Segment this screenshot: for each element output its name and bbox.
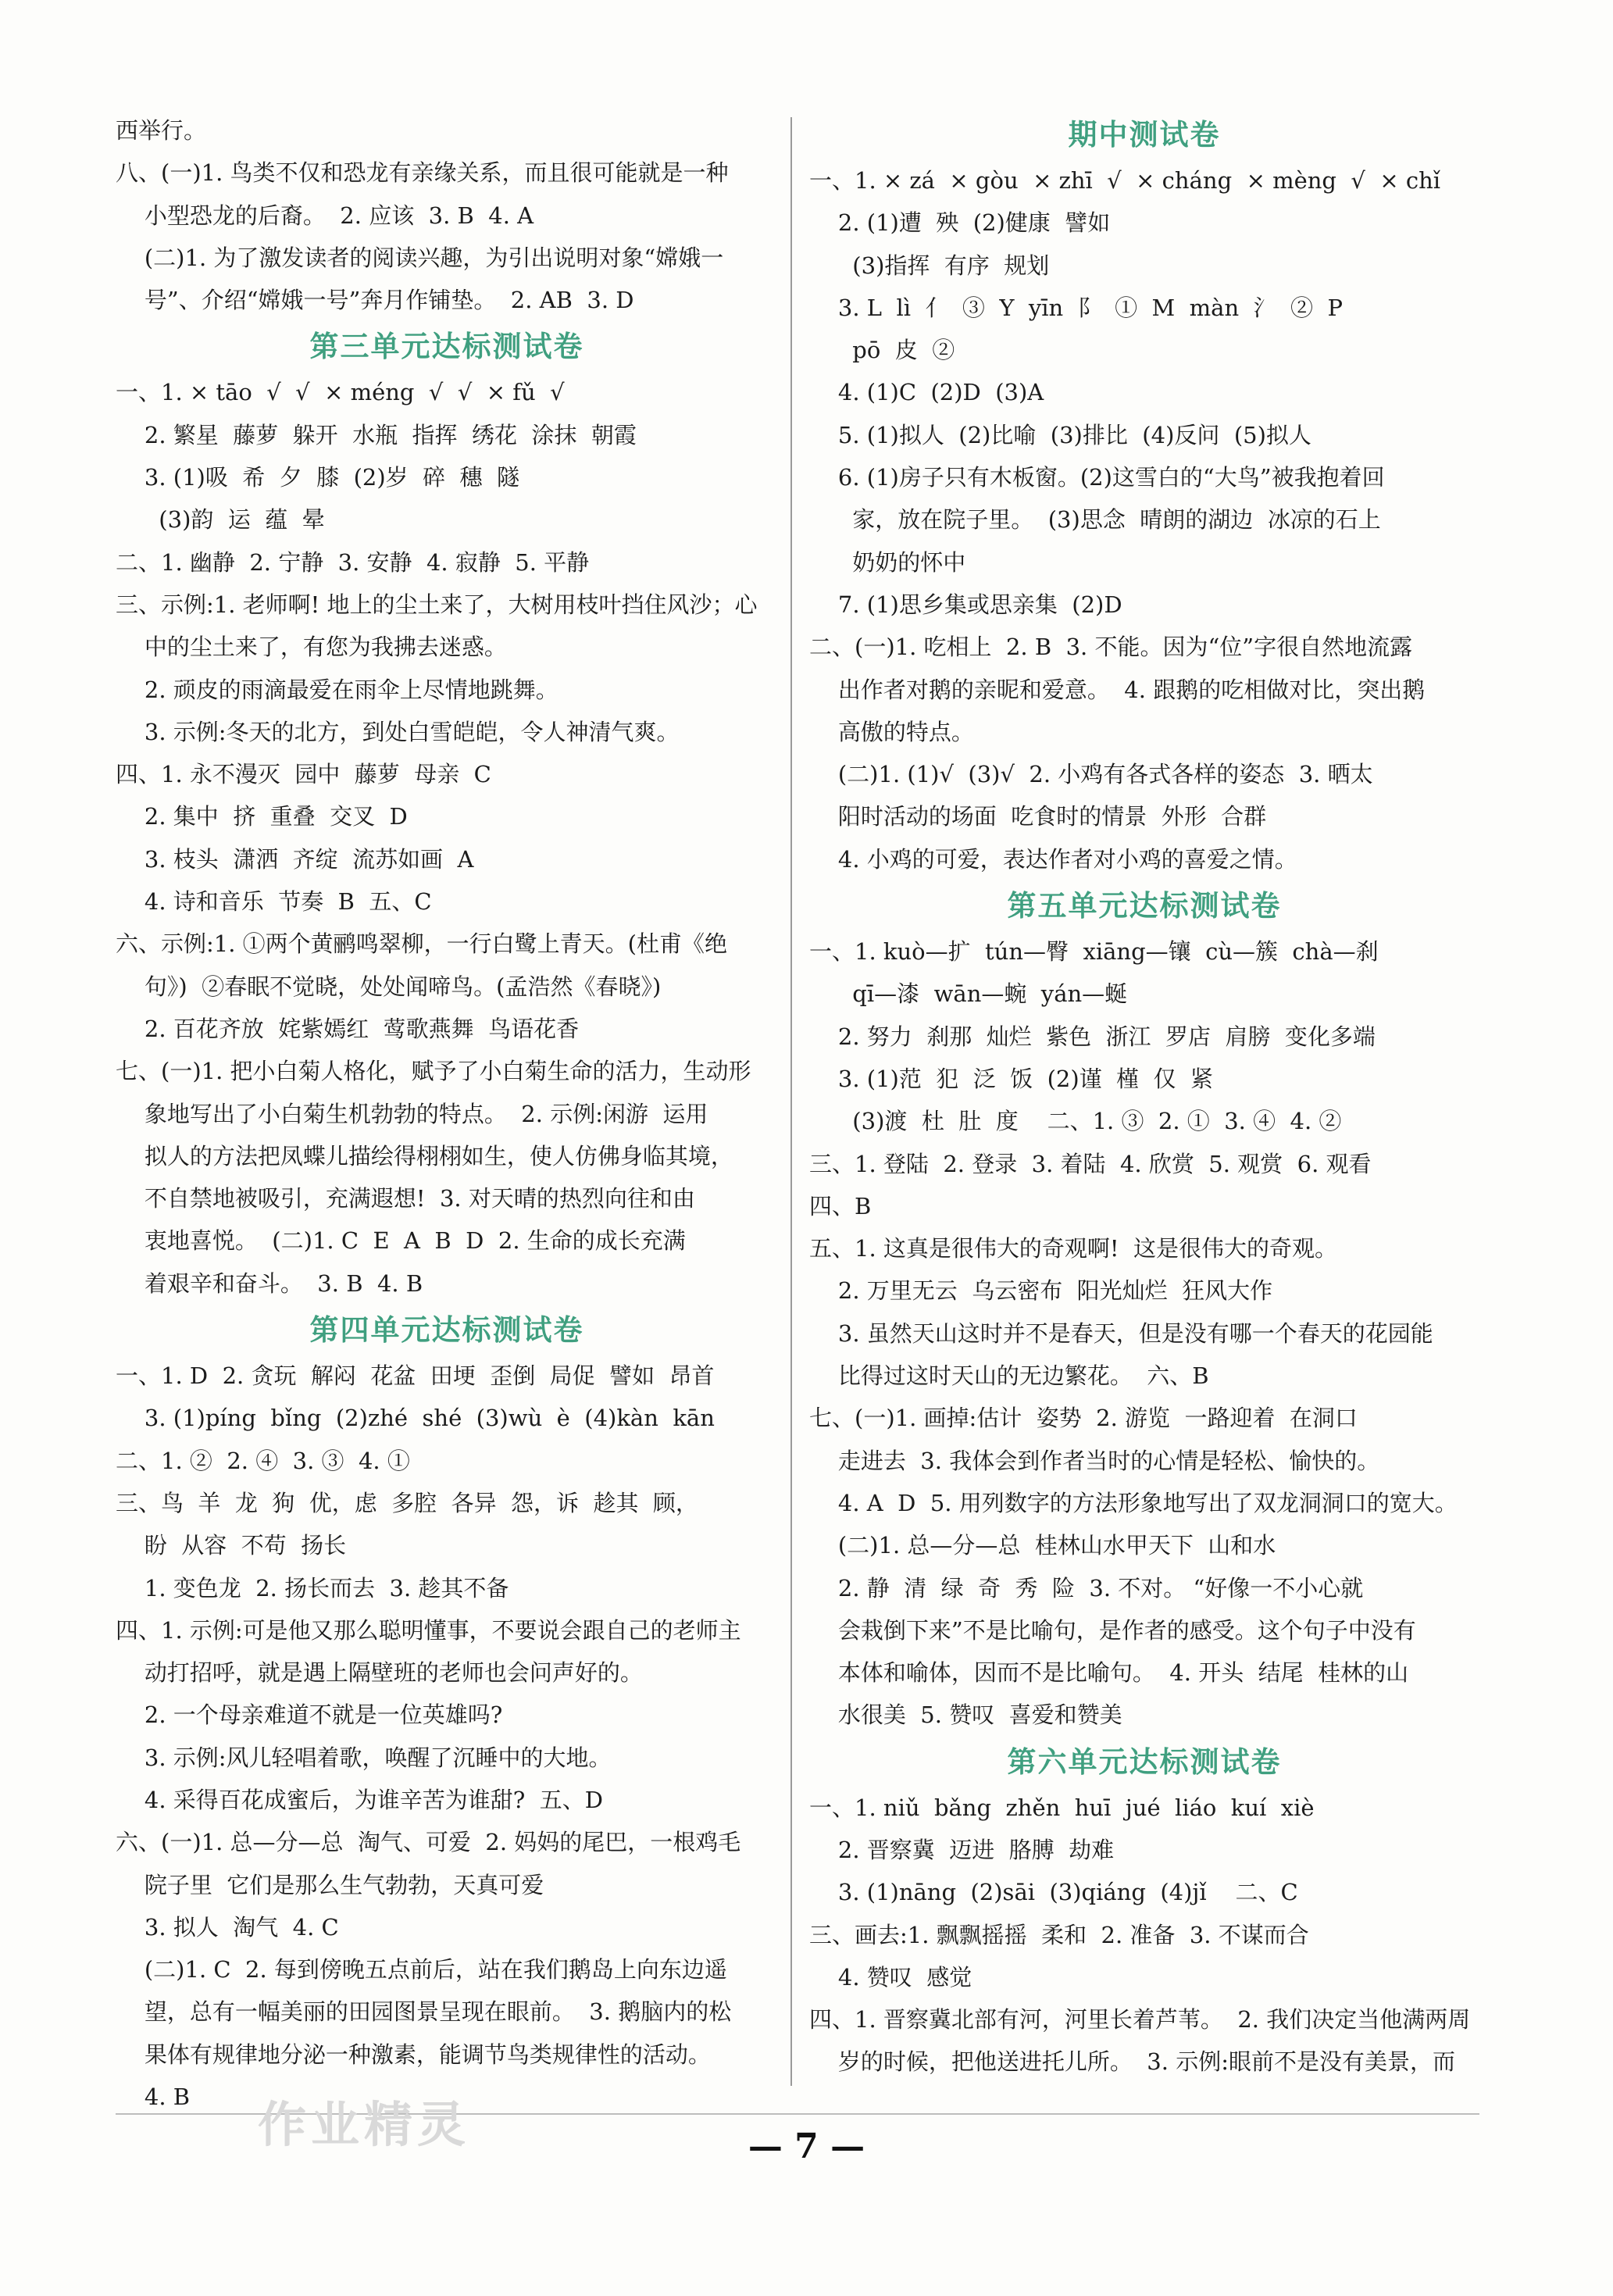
column-divider (790, 117, 792, 2086)
answer-line: 2. 静 清 绿 奇 秀 险 3. 不对。 “好像一不小心就 (809, 1574, 1364, 1601)
answer-line: 2. 集中 挤 重叠 交叉 D (116, 803, 408, 830)
answer-line: 1. 变色龙 2. 扬长而去 3. 趁其不备 (116, 1574, 509, 1601)
answer-line: 4. 赞叹 感觉 (809, 1963, 972, 1991)
answer-line: 一、1. × zá × gòu × zhī √ × cháng × mèng √ × chǐ (809, 167, 1441, 194)
answer-line: 6. (1)房子只有木板窗。(2)这雪白的“大鸟”被我抱着回 (809, 464, 1385, 491)
answer-line: 3. (1)范 犯 泛 饭 (2)谨 槿 仅 紧 (809, 1065, 1213, 1092)
answer-line: 四、1. 示例:可是他又那么聪明懂事，不要说会跟自己的老师主 (116, 1616, 741, 1644)
answer-line: 三、鸟 羊 龙 狗 优，虑 多腔 各异 怨，诉 趁其 顾， (116, 1489, 698, 1516)
answer-line: 三、示例:1. 老师啊! 地上的尘土来了，大树用枝叶挡住风沙；心 (116, 591, 758, 618)
answer-line: 中的尘土来了，有您为我拂去迷惑。 (116, 634, 507, 661)
answer-line: 2. 晋察冀 迈进 胳膊 劫难 (809, 1836, 1115, 1863)
answer-line: 2. 繁星 藤萝 躲开 水瓶 指挥 绣花 涂抹 朝霞 (116, 421, 637, 448)
answer-line: 七、(一)1. 把小白菊人格化，赋予了小白菊生命的活力，生动形 (116, 1058, 751, 1085)
answer-line: 3. L lì 亻 ③ Y yīn 阝 ① M màn 氵 ② P (809, 294, 1343, 321)
answer-line: 二、1. ② 2. ④ 3. ③ 4. ① (116, 1447, 410, 1474)
left-answer-column (116, 109, 778, 2118)
answer-line: (3)渡 杜 肚 度 二、1. ③ 2. ① 3. ④ 4. ② (809, 1108, 1342, 1135)
answer-line: 2. 百花齐放 姹紫嫣红 莺歌燕舞 鸟语花香 (116, 1015, 580, 1042)
answer-line: 2. (1)遭 殃 (2)健康 譬如 (809, 209, 1111, 237)
right-answer-column (809, 109, 1479, 2084)
answer-line: 号”、介绍“嫦娥一号”奔月作铺垫。 2. AB 3. D (116, 287, 634, 314)
answer-line: 一、1. × tāo √ √ × méng √ √ × fǔ √ (116, 379, 565, 406)
answer-line: 比得过这时天山的无边繁花。 六、B (809, 1362, 1209, 1390)
answer-line: 4. 诗和音乐 节奏 B 五、C (116, 888, 432, 916)
answer-line: 3. 示例:冬天的北方，到处白雪皑皑，令人神清气爽。 (116, 718, 680, 745)
answer-line: 岁的时候，把他送进托儿所。 3. 示例:眼前不是没有美景，而 (809, 2048, 1455, 2076)
answer-line: 2. 努力 刹那 灿烂 紫色 浙江 罗店 肩膀 变化多端 (809, 1023, 1376, 1050)
answer-line: 一、1. kuò—扩 tún—臀 xiāng—镶 cù—簇 chà—刹 (809, 938, 1379, 966)
section-heading: 第五单元达标测试卷 (1007, 888, 1282, 923)
section-heading: 第四单元达标测试卷 (309, 1312, 584, 1348)
answer-line: (二)1. (1)√ (3)√ 2. 小鸡有各式各样的姿态 3. 晒太 (809, 761, 1373, 788)
page-number: — 7 — (748, 2126, 865, 2166)
answer-line: 盼 从容 不苟 扬长 (116, 1532, 347, 1559)
answer-line: 2. 一个母亲难道不就是一位英雄吗? (116, 1701, 503, 1729)
answer-line: 二、(一)1. 吃相上 2. B 3. 不能。因为“位”字很自然地流露 (809, 634, 1413, 661)
answer-line: qī—漆 wān—蜿 yán—蜒 (809, 980, 1128, 1008)
answer-line: (3)韵 运 蕴 晕 (116, 506, 325, 534)
watermark-logo: 作业精灵 (258, 2096, 471, 2153)
answer-line: 4. B (116, 2084, 191, 2111)
section-heading: 第三单元达标测试卷 (309, 329, 584, 364)
answer-line: 3. 示例:风儿轻唱着歌，唤醒了沉睡中的大地。 (116, 1744, 612, 1771)
answer-line: 三、画去:1. 飘飘摇摇 柔和 2. 准备 3. 不谋而合 (809, 1921, 1309, 1948)
answer-line: (二)1. 总—分—总 桂林山水甲天下 山和水 (809, 1532, 1276, 1559)
answer-line: 果体有规律地分泌一种激素，能调节鸟类规律性的活动。 (116, 2041, 711, 2068)
answer-line: 家，放在院子里。 (3)思念 晴朗的湖边 冰凉的石上 (809, 506, 1381, 534)
answer-line: 水很美 5. 赞叹 喜爱和赞美 (809, 1701, 1122, 1729)
answer-line: 3. (1)píng bǐng (2)zhé shé (3)wù è (4)kàn kān (116, 1405, 715, 1432)
answer-line: 三、1. 登陆 2. 登录 3. 着陆 4. 欣赏 5. 观赏 6. 观看 (809, 1150, 1372, 1177)
answer-line: 3. 虽然天山这时并不是春天，但是没有哪一个春天的花园能 (809, 1319, 1433, 1347)
answer-line: 着艰辛和奋斗。 3. B 4. B (116, 1269, 423, 1297)
answer-line: 四、1. 晋察冀北部有河，河里长着芦苇。 2. 我们决定当他满两周 (809, 2006, 1471, 2034)
answer-line: 衷地喜悦。 (二)1. C E A B D 2. 生命的成长充满 (116, 1227, 686, 1255)
answer-line: 七、(一)1. 画掉:估计 姿势 2. 游览 一路迎着 在洞口 (809, 1405, 1358, 1432)
answer-line: 院子里 它们是那么生气勃勃，天真可爱 (116, 1871, 544, 1898)
answer-line: 2. 万里无云 乌云密布 阳光灿烂 狂风大作 (809, 1277, 1273, 1305)
answer-line: (二)1. 为了激发读者的阅读兴趣，为引出说明对象“嫦娥一 (116, 244, 724, 271)
answer-line: 高傲的特点。 (809, 718, 974, 745)
answer-line: 2. 顽皮的雨滴最爱在雨伞上尽情地跳舞。 (116, 676, 558, 703)
answer-line: 3. (1)吸 希 夕 膝 (2)岁 碎 穗 隧 (116, 464, 519, 491)
answer-line: 小型恐龙的后裔。 2. 应该 3. B 4. A (116, 202, 534, 229)
answer-line: 4. 采得百花成蜜后，为谁辛苦为谁甜? 五、D (116, 1786, 603, 1813)
answer-line: 3. (1)nāng (2)sāi (3)qiáng (4)jǐ 二、C (809, 1879, 1298, 1906)
answer-line: 四、B (809, 1192, 872, 1219)
answer-line: 四、1. 永不漫灭 园中 藤萝 母亲 C (116, 761, 491, 788)
answer-line: 7. (1)思乡集或思亲集 (2)D (809, 591, 1122, 618)
answer-line: 西举行。 (116, 117, 207, 144)
answer-line: 象地写出了小白菊生机勃勃的特点。 2. 示例:闲游 运用 (116, 1100, 708, 1127)
answer-line: (二)1. C 2. 每到傍晚五点前后，站在我们鹅岛上向东边遥 (116, 1956, 727, 1984)
answer-line: 4. 小鸡的可爱，表达作者对小鸡的喜爱之情。 (809, 845, 1297, 873)
answer-line: 动打招呼，就是遇上隔壁班的老师也会问声好的。 (116, 1659, 643, 1687)
answer-line: 走进去 3. 我体会到作者当时的心情是轻松、愉快的。 (809, 1447, 1380, 1474)
answer-line: 会栽倒下来”不是比喻句，是作者的感受。这个句子中没有 (809, 1616, 1416, 1644)
answer-line: 五、1. 这真是很伟大的奇观啊! 这是很伟大的奇观。 (809, 1235, 1337, 1262)
section-heading: 第六单元达标测试卷 (1007, 1744, 1282, 1779)
answer-line: 六、(一)1. 总—分—总 淘气、可爱 2. 妈妈的尾巴，一根鸡毛 (116, 1829, 741, 1856)
answer-line: 拟人的方法把凤蝶儿描绘得栩栩如生，使人仿佛身临其境， (116, 1142, 733, 1169)
answer-line: 六、示例:1. ①两个黄鹂鸣翠柳，一行白鹭上青天。(杜甫《绝 (116, 930, 727, 958)
answer-line: (3)指挥 有序 规划 (809, 252, 1050, 279)
answer-line: 4. A D 5. 用列数字的方法形象地写出了双龙洞洞口的宽大。 (809, 1489, 1458, 1516)
answer-line: 句》) ②春眠不觉晓，处处闻啼鸟。(孟浩然《春晓》) (116, 973, 662, 1000)
answer-line: 4. (1)C (2)D (3)A (809, 379, 1044, 406)
answer-line: pō 皮 ② (809, 337, 955, 364)
answer-line: 本体和喻体，因而不是比喻句。 4. 开头 结尾 桂林的山 (809, 1659, 1409, 1687)
answer-line: 二、1. 幽静 2. 宁静 3. 安静 4. 寂静 5. 平静 (116, 548, 590, 576)
answer-line: 出作者对鹅的亲昵和爱意。 4. 跟鹅的吃相做对比，突出鹅 (809, 676, 1426, 703)
answer-line: 一、1. D 2. 贪玩 解闷 花盆 田埂 歪倒 局促 譬如 昂首 (116, 1362, 715, 1390)
answer-line: 八、(一)1. 鸟类不仅和恐龙有亲缘关系，而且很可能就是一种 (116, 159, 729, 187)
answer-line: 3. 枝头 潇洒 齐绽 流苏如画 A (116, 845, 474, 873)
answer-line: 奶奶的怀中 (809, 548, 966, 576)
answer-line: 5. (1)拟人 (2)比喻 (3)排比 (4)反问 (5)拟人 (809, 421, 1311, 448)
answer-line: 望，总有一幅美丽的田园图景呈现在眼前。 3. 鹅脑内的松 (116, 1998, 732, 2026)
answer-line: 3. 拟人 淘气 4. C (116, 1913, 339, 1941)
section-heading: 期中测试卷 (1068, 117, 1221, 152)
answer-line: 阳时活动的场面 吃食时的情景 外形 合群 (809, 803, 1267, 830)
answer-line: 不自禁地被吸引，充满遐想! 3. 对天晴的热烈向往和由 (116, 1185, 695, 1212)
answer-line: 一、1. niǔ bǎng zhěn huī jué liáo kuí xiè (809, 1794, 1315, 1821)
